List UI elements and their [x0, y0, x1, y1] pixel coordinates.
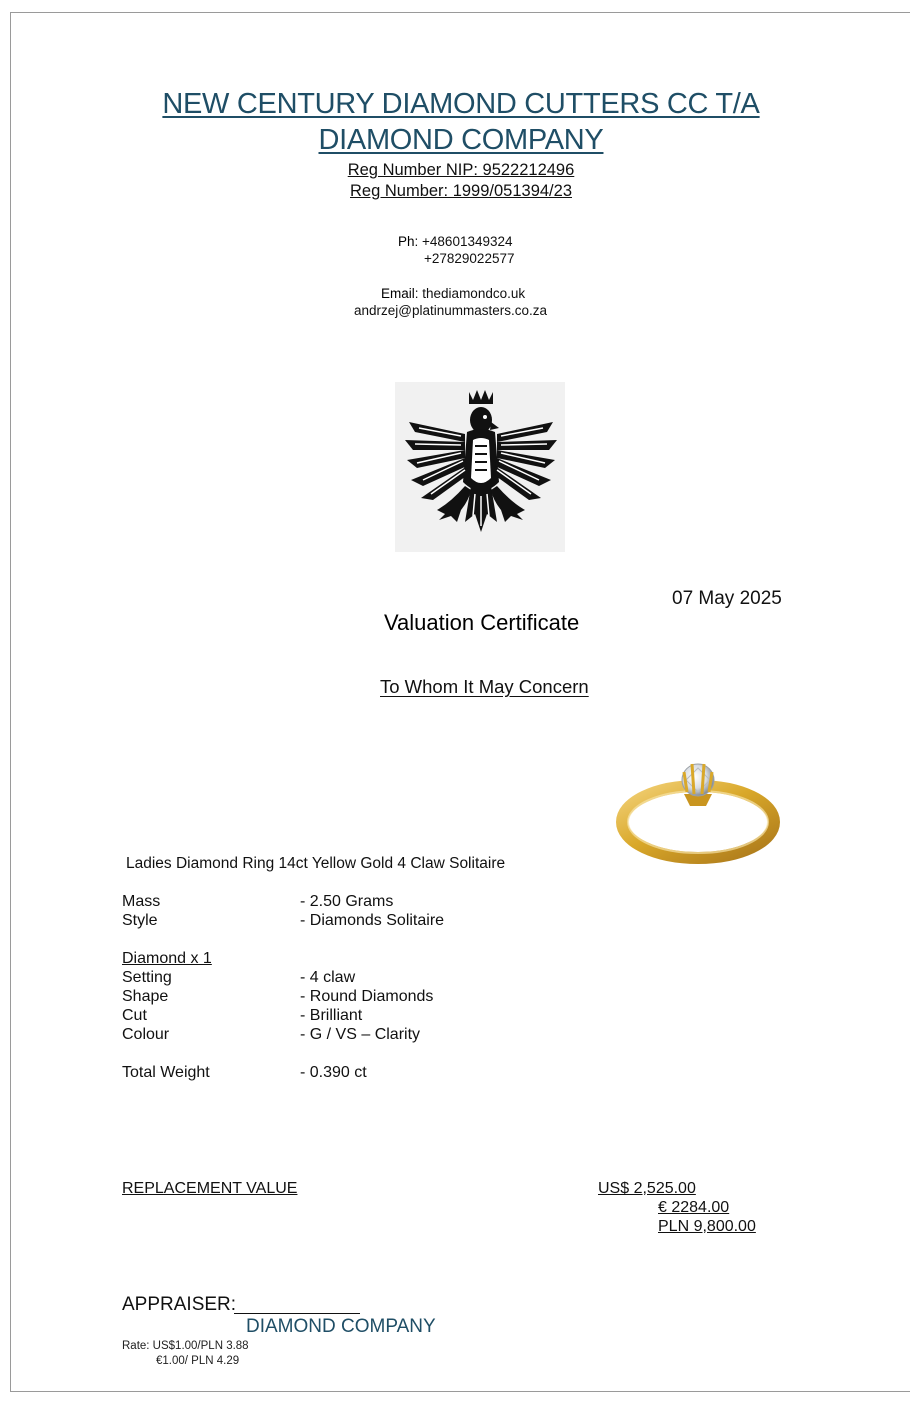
company-name-line1: NEW CENTURY DIAMOND CUTTERS CC T/A — [162, 88, 760, 120]
reg-number: Reg Number: 1999/051394/23 — [350, 182, 572, 200]
phone-number-1: +48601349324 — [422, 234, 513, 249]
mass-value: - 2.50 Grams — [300, 893, 394, 910]
cut-value: - Brilliant — [300, 1007, 363, 1024]
company-name-line2: DIAMOND COMPANY — [318, 124, 604, 156]
diamond-ring-icon — [612, 750, 784, 870]
shape-value: - Round Diamonds — [300, 988, 434, 1005]
certificate-date: 07 May 2025 — [672, 588, 782, 609]
email-website: thediamondco.uk — [422, 286, 526, 301]
email-address: andrzej@platinummasters.co.za — [354, 303, 548, 318]
value-usd: US$ 2,525.00 — [598, 1180, 696, 1197]
appraiser-company: DIAMOND COMPANY — [246, 1316, 436, 1337]
replacement-value-label: REPLACEMENT VALUE — [122, 1180, 298, 1197]
style-label: Style — [122, 912, 158, 929]
total-weight-value: - 0.390 ct — [300, 1064, 367, 1081]
email-line-1: Email: thediamondco.uk — [381, 286, 526, 301]
setting-label: Setting — [122, 969, 172, 986]
salutation: To Whom It May Concern — [380, 676, 589, 697]
colour-value: - G / VS – Clarity — [300, 1026, 421, 1043]
polish-eagle-emblem-icon — [395, 382, 565, 552]
rate-line-1: Rate: US$1.00/PLN 3.88 — [122, 1340, 249, 1352]
total-weight-label: Total Weight — [122, 1064, 210, 1081]
email-label: Email — [381, 286, 415, 301]
phone-label: Ph — [398, 234, 415, 249]
shape-label: Shape — [122, 988, 169, 1005]
signature-line — [234, 1313, 360, 1314]
certificate-title: Valuation Certificate — [384, 610, 580, 635]
item-description: Ladies Diamond Ring 14ct Yellow Gold 4 Claw Solitaire — [126, 855, 506, 872]
appraiser-label: APPRAISER: — [122, 1294, 237, 1315]
phone-number-2: +27829022577 — [424, 251, 515, 266]
rate-line-2: €1.00/ PLN 4.29 — [156, 1355, 240, 1367]
phone-line-1: Ph: +48601349324 — [398, 234, 513, 249]
style-value: - Diamonds Solitaire — [300, 912, 445, 929]
diamond-heading: Diamond x 1 — [122, 950, 212, 967]
value-eur: € 2284.00 — [658, 1199, 730, 1216]
setting-value: - 4 claw — [300, 969, 356, 986]
reg-number-nip: Reg Number NIP: 9522212496 — [347, 161, 575, 179]
colour-label: Colour — [122, 1026, 170, 1043]
mass-label: Mass — [122, 893, 161, 910]
cut-label: Cut — [122, 1007, 147, 1024]
value-pln: PLN 9,800.00 — [658, 1218, 756, 1235]
